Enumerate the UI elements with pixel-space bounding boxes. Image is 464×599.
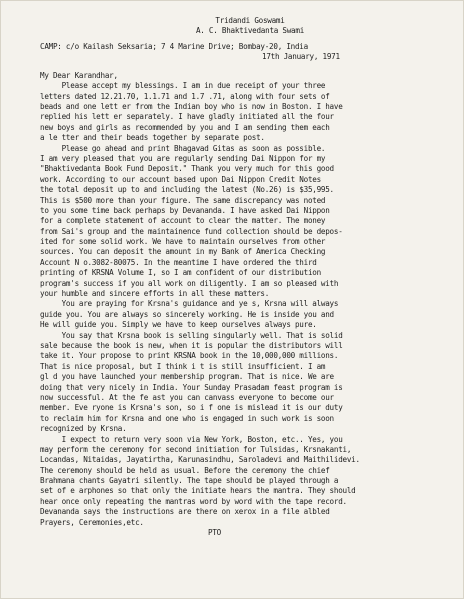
letter-line: Devananda says the instructions are there on xerox in a file albled: [40, 507, 330, 517]
letter-line: new boys and girls as recommended by you and I am sending them each: [40, 122, 330, 132]
letter-line: the total deposit up to and including the latest (No.26) is $35,995.: [40, 185, 334, 195]
letter-line: program's success if you all work on diligently. I am so pleased with: [40, 278, 339, 288]
letter-line: replied his lett er separately. I have gladly initiated all the four: [40, 112, 334, 122]
letter-line: guide you. You are always so sincerely working. He is inside you and: [40, 309, 334, 319]
letter-line: member. Eve ryone is Krsna's son, so i f one is mislead it is our duty: [40, 403, 343, 413]
pto-marker: [40, 528, 460, 538]
pto-text: PTO: [208, 528, 221, 538]
letter-line: for a complete statement of account to clear the matter. The money: [40, 216, 326, 226]
letter-line: a le tter and their beads together by separate post.: [40, 133, 265, 143]
letter-line: Locandas, Nitaidas, Jayatirtha, Karunasindhu, Saroladevi and Maithilidevi.: [40, 455, 360, 465]
letterhead: [40, 16, 460, 36]
letter-line: take it. Your propose to print KRSNA book in the 10,000,000 millions.: [40, 351, 339, 361]
letter-line: I am very pleased that you are regularly sending Dai Nippon for my: [40, 153, 326, 163]
letter-line: This is $500 more than your figure. The same discrepancy was noted: [40, 195, 326, 205]
letter-line: "Bhaktivedanta Book Fund Deposit." Thank you very much for this good: [40, 164, 334, 174]
letterhead-title: Tridandi Goswami: [215, 16, 285, 25]
letter-body: [40, 81, 460, 528]
letter-line: doing that very nicely in India. Your Sunday Prasadam feast program is: [40, 382, 343, 392]
letter-line: I expect to return very soon via New York, Boston, etc.. Yes, you: [40, 434, 343, 444]
letter-line: from Sai's group and the maintainence fund collection should be depos-: [40, 226, 343, 236]
letter-line: your humble and sincere efforts in all these matters.: [40, 289, 270, 299]
letter-line: letters dated 12.21.70, 1.1.71 and 1.7 .71, along with four sets of: [40, 91, 330, 101]
letter-line: set of e arphones so that only the initiate hears the mantra. They should: [40, 486, 356, 496]
letter-line: He will guide you. Simply we have to keep ourselves always pure.: [40, 320, 317, 330]
letter-line: may perform the ceremony for second initiation for Tulsidas, Krsnakanti,: [40, 444, 352, 454]
letter-line: to reclaim him for Krsna and one who is engaged in such work is soon: [40, 413, 334, 423]
letter-line: That is nice proposal, but I think i t is still insufficient. I am: [40, 361, 326, 371]
letter-line: printing of KRSNA Volume I, so I am confident of our distribution: [40, 268, 321, 278]
letter-line: Prayers, Ceremonies,etc.: [40, 517, 144, 527]
letter-line: hear once only repeating the mantras word by word with the tape record.: [40, 496, 347, 506]
letter-line: to you some time back perhaps by Devananda. I have asked Dai Nippon: [40, 205, 330, 215]
letter-line: Brahmana chants Gayatri silently. The tape should be played through a: [40, 476, 339, 486]
letter-line: ited for some solid work. We have to maintain ourselves from other: [40, 237, 326, 247]
letter-line: Account N o.3082-80075. In the meantime I have ordered the third: [40, 257, 317, 267]
letter-line: work. According to our account based upon Dai Nippon Credit Notes: [40, 174, 321, 184]
letter-line: Please go ahead and print Bhagavad Gitas as soon as possible.: [40, 143, 326, 153]
letter-date: 17th January, 1971: [262, 52, 340, 62]
letter-line: now successful. At the fe ast you can canvass everyone to become our: [40, 392, 334, 402]
salutation: My Dear Karandhar,: [40, 70, 118, 80]
letterhead-name: A. C. Bhaktivedanta Swami: [195, 26, 305, 35]
letter-line: sources. You can deposit the amount in my Bank of America Checking: [40, 247, 326, 257]
letter-sheet: [40, 16, 460, 538]
letter-line: beads and one lett er from the Indian boy who is now in Boston. I have: [40, 102, 343, 111]
letter-line: You are praying for Krsna's guidance and ye s, Krsna will always: [40, 299, 339, 309]
letter-line: sale because the book is new, when it is popular the distributors will: [40, 340, 343, 350]
letter-line: The ceremony should be held as usual. Before the ceremony the chief: [40, 465, 330, 475]
letter-line: You say that Krsna book is selling singularly well. That is solid: [40, 330, 343, 340]
letter-line: recognized by Krsna.: [40, 424, 127, 434]
camp-address: CAMP: c/o Kailash Seksaria; 7 4 Marine Drive; Bombay-20, India: [40, 42, 308, 51]
letter-line: gl d you have launched your membership program. That is nice. We are: [40, 372, 334, 382]
letter-line: Please accept my blessings. I am in due receipt of your three: [40, 81, 326, 91]
